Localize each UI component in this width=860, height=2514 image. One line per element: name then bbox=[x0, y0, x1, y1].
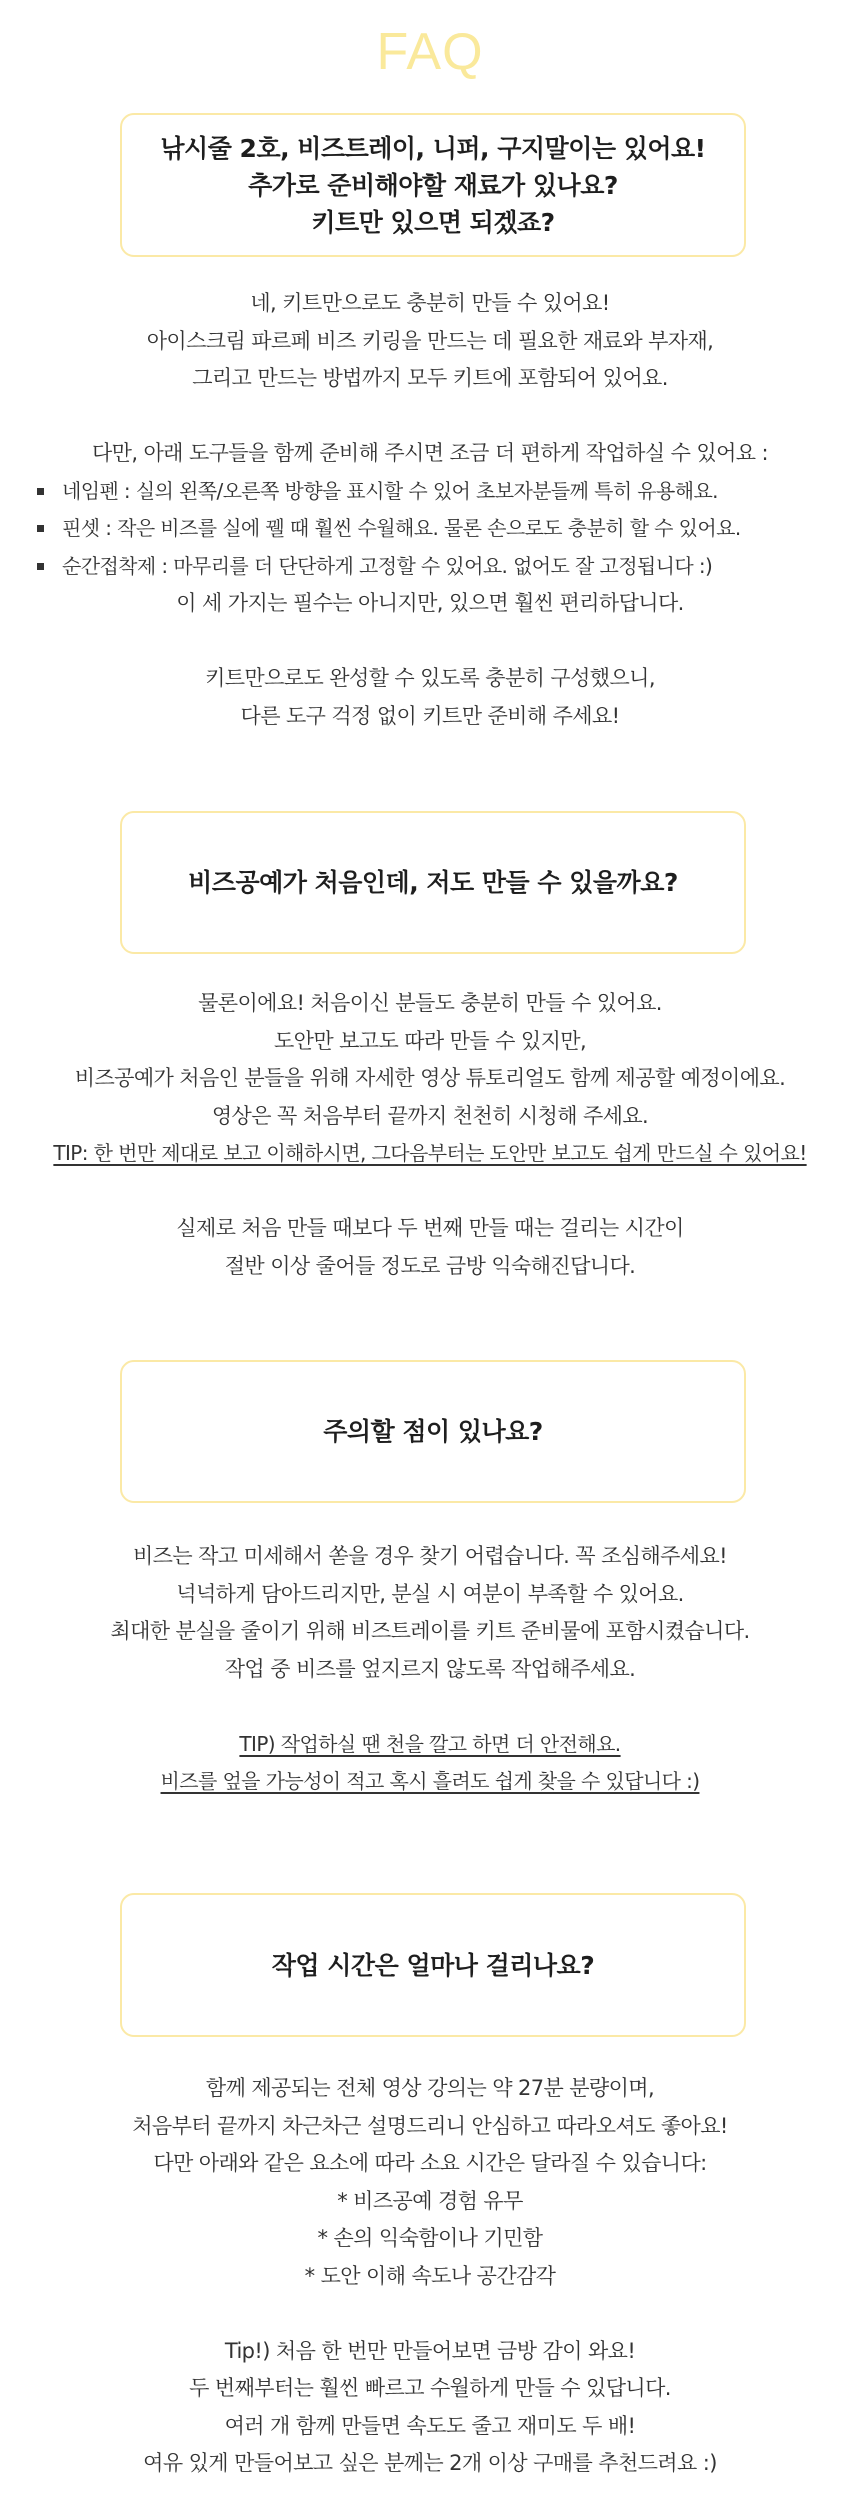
faq-question-1-line-2: 추가로 준비해야할 재료가 있나요? bbox=[248, 170, 618, 200]
faq-question-1-line-1: 낚시줄 2호, 비즈트레이, 니퍼, 구지말이는 있어요! bbox=[160, 133, 706, 163]
faq-answer-4-line: Tip!) 처음 한 번만 만들어보면 금방 감이 와요! bbox=[224, 2338, 636, 2363]
faq-answer-4-factor: * 비즈공예 경험 유무 bbox=[337, 2188, 523, 2213]
bullet-icon bbox=[37, 563, 44, 570]
faq-answer-3-tip: TIP) 작업하실 땐 천을 깔고 하면 더 안전해요. bbox=[239, 1731, 621, 1756]
faq-answer-2-line: 비즈공예가 처음인 분들을 위해 자세한 영상 튜토리얼도 함께 제공할 예정이에요. bbox=[74, 1066, 786, 1090]
faq-answer-3-line: 넉넉하게 담아드리지만, 분실 시 여분이 부족할 수 있어요. bbox=[176, 1581, 684, 1606]
faq-question-4: 작업 시간은 얼마나 걸리나요? bbox=[271, 1950, 595, 1980]
faq-answer-1 bbox=[0, 285, 860, 735]
faq-question-1-line-3: 키트만 있으면 되겠죠? bbox=[311, 207, 555, 237]
faq-answer-1-note: 이 세 가지는 필수는 아니지만, 있으면 훨씬 편리하답니다. bbox=[176, 591, 684, 615]
tool-list bbox=[25, 473, 835, 586]
faq-question-3: 주의할 점이 있나요? bbox=[323, 1417, 543, 1446]
faq-answer-3 bbox=[0, 1538, 860, 1801]
faq-answer-2-line: 물론이에요! 처음이신 분들도 충분히 만들 수 있어요. bbox=[198, 991, 662, 1015]
faq-answer-2 bbox=[0, 985, 860, 1285]
faq-question-box-1 bbox=[120, 113, 746, 257]
faq-answer-2-line: 실제로 처음 만들 때보다 두 번째 만들 때는 걸리는 시간이 bbox=[176, 1216, 684, 1240]
list-item: 순간접착제 : 마무리를 더 단단하게 고정할 수 있어요. 없어도 잘 고정됩니다 :) bbox=[25, 548, 835, 586]
faq-answer-3-line: 비즈는 작고 미세해서 쏟을 경우 찾기 어렵습니다. 꼭 조심해주세요! bbox=[132, 1544, 728, 1568]
faq-question-box-4 bbox=[120, 1893, 746, 2037]
faq-answer-1-line: 네, 키트만으로도 충분히 만들 수 있어요! bbox=[250, 291, 610, 315]
faq-answer-4-line: 두 번째부터는 훨씬 빠르고 수월하게 만들 수 있답니다. bbox=[189, 2376, 671, 2400]
faq-answer-1-line: 다른 도구 걱정 없이 키트만 준비해 주세요! bbox=[240, 703, 620, 728]
faq-answer-3-tip: 비즈를 엎을 가능성이 적고 혹시 흘려도 쉽게 찾을 수 있답니다 :) bbox=[160, 1769, 700, 1793]
list-item: 핀셋 : 작은 비즈를 실에 꿸 때 훨씬 수월해요. 물론 손으로도 충분히 할 수 있어요. bbox=[25, 510, 835, 548]
faq-question-2: 비즈공예가 처음인데, 저도 만들 수 있을까요? bbox=[188, 868, 678, 897]
faq-answer-4-line: 다만 아래와 같은 요소에 따라 소요 시간은 달라질 수 있습니다: bbox=[153, 2151, 707, 2175]
faq-answer-4-line: 처음부터 끝까지 차근차근 설명드리니 안심하고 따라오셔도 좋아요! bbox=[132, 2113, 728, 2138]
page-title: FAQ bbox=[376, 23, 484, 81]
faq-question-box-3 bbox=[120, 1360, 746, 1503]
faq-answer-1-line: 키트만으로도 완성할 수 있도록 충분히 구성했으니, bbox=[205, 666, 655, 690]
faq-answer-4-line: 함께 제공되는 전체 영상 강의는 약 27분 분량이며, bbox=[205, 2076, 655, 2100]
faq-answer-4-line: 여유 있게 만들어보고 싶은 분께는 2개 이상 구매를 추천드려요 :) bbox=[143, 2451, 717, 2475]
faq-answer-4-factor: * 도안 이해 속도나 공간감각 bbox=[304, 2263, 556, 2288]
faq-answer-2-line: 도안만 보고도 따라 만들 수 있지만, bbox=[273, 1028, 587, 1053]
faq-answer-2-line: 절반 이상 줄어들 정도로 금방 익숙해진답니다. bbox=[224, 1253, 636, 1278]
faq-answer-4 bbox=[0, 2070, 860, 2483]
faq-answer-2-line: 영상은 꼭 처음부터 끝까지 천천히 시청해 주세요. bbox=[211, 1103, 649, 1128]
faq-answer-4-line: 여러 개 함께 만들면 속도도 줄고 재미도 두 배! bbox=[224, 2413, 636, 2438]
list-item: 네임펜 : 실의 왼쪽/오른쪽 방향을 표시할 수 있어 초보자분들께 특히 유용해요. bbox=[25, 473, 835, 511]
faq-answer-3-line: 작업 중 비즈를 엎지르지 않도록 작업해주세요. bbox=[224, 1656, 636, 1681]
faq-answer-1-line: 아이스크림 파르페 비즈 키링을 만드는 데 필요한 재료와 부자재, bbox=[146, 328, 714, 353]
faq-answer-4-factor: * 손의 익숙함이나 기민함 bbox=[317, 2226, 543, 2250]
faq-answer-2-tip: TIP: 한 번만 제대로 보고 이해하시면, 그다음부터는 도안만 보고도 쉽게 만드실 수 있어요! bbox=[53, 1141, 807, 1165]
faq-answer-3-line: 최대한 분실을 줄이기 위해 비즈트레이를 키트 준비물에 포함시켰습니다. bbox=[110, 1619, 750, 1643]
faq-answer-1-line: 그리고 만드는 방법까지 모두 키트에 포함되어 있어요. bbox=[192, 366, 668, 390]
faq-question-box-2 bbox=[120, 811, 746, 954]
bullet-icon bbox=[37, 488, 44, 495]
bullet-icon bbox=[37, 525, 44, 532]
faq-answer-1-lead: 다만, 아래 도구들을 함께 준비해 주시면 조금 더 편하게 작업하실 수 있어요 : bbox=[91, 441, 769, 465]
